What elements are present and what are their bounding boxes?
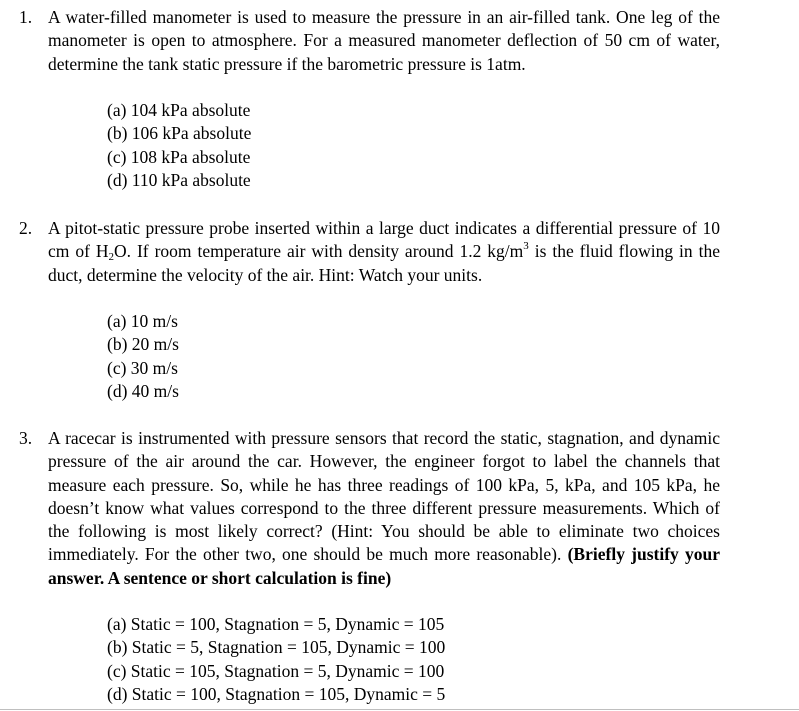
question-number: 2. (19, 218, 33, 238)
option-a: (a) 104 kPa absolute (107, 100, 251, 120)
option-d: (d) 110 kPa absolute (107, 169, 251, 190)
option-c: (c) 30 m/s (107, 357, 178, 378)
question-text-part: A racecar is instrumented with pressure sensors that record the static, stagnation, and dynamic pressure of the air around the car. However, the engineer forgot to label the channels that measure each pressure. So, while he has three readings of 100 kPa, 5, kPa, and 105 kPa, he doesn’t know what values correspond to the three different pressure measurements. Which of the following is most likely correct? (Hint: You should be able to eliminate two choices immediately. For the other two, one should be much more reasonable). (48, 428, 720, 565)
subscript: 2 (108, 251, 114, 264)
option-c: (c) Static = 105, Stagnation = 5, Dynamic = 100 (107, 660, 445, 681)
options-list-q3 (107, 613, 445, 706)
question-text-part: A pitot-static pressure probe inserted within a large duct indicates a differential pressure of 10 cm of H (48, 218, 720, 262)
option-d: (d) 40 m/s (107, 380, 179, 401)
option-b: (b) Static = 5, Stagnation = 105, Dynamic = 100 (107, 637, 446, 658)
question-text-part: O. If room temperature air with density around 1.2 kg/m (114, 241, 524, 262)
question-text (48, 427, 720, 590)
option-c: (c) 108 kPa absolute (107, 146, 251, 167)
options-list-q1 (107, 99, 251, 192)
option-d: (d) Static = 100, Stagnation = 105, Dynamic = 5 (107, 683, 446, 704)
page-divider (0, 709, 799, 710)
question-bold-instruction: (Briefly justify your answer. A sentence or short calculation is fine) (48, 544, 720, 588)
options-list-q2 (107, 310, 179, 403)
option-b: (b) 20 m/s (107, 334, 179, 355)
question-text: A water-filled manometer is used to measure the pressure in an air-filled tank. One leg of the manometer is open to atmosphere. For a measured manometer deflection of 50 cm of water, determine the tank static pressure if the barometric pressure is 1atm. (48, 7, 720, 74)
superscript: 3 (523, 240, 529, 253)
question-text-part: is the fluid flowing in the duct, determine the velocity of the air. Hint: Watch your units. (48, 241, 720, 285)
question-text (48, 217, 720, 287)
question-number: 3. (19, 428, 33, 448)
question-number: 1. (19, 7, 33, 27)
option-a: (a) 10 m/s (107, 311, 178, 331)
option-b: (b) 106 kPa absolute (107, 123, 252, 144)
option-a: (a) Static = 100, Stagnation = 5, Dynamic = 105 (107, 614, 445, 634)
